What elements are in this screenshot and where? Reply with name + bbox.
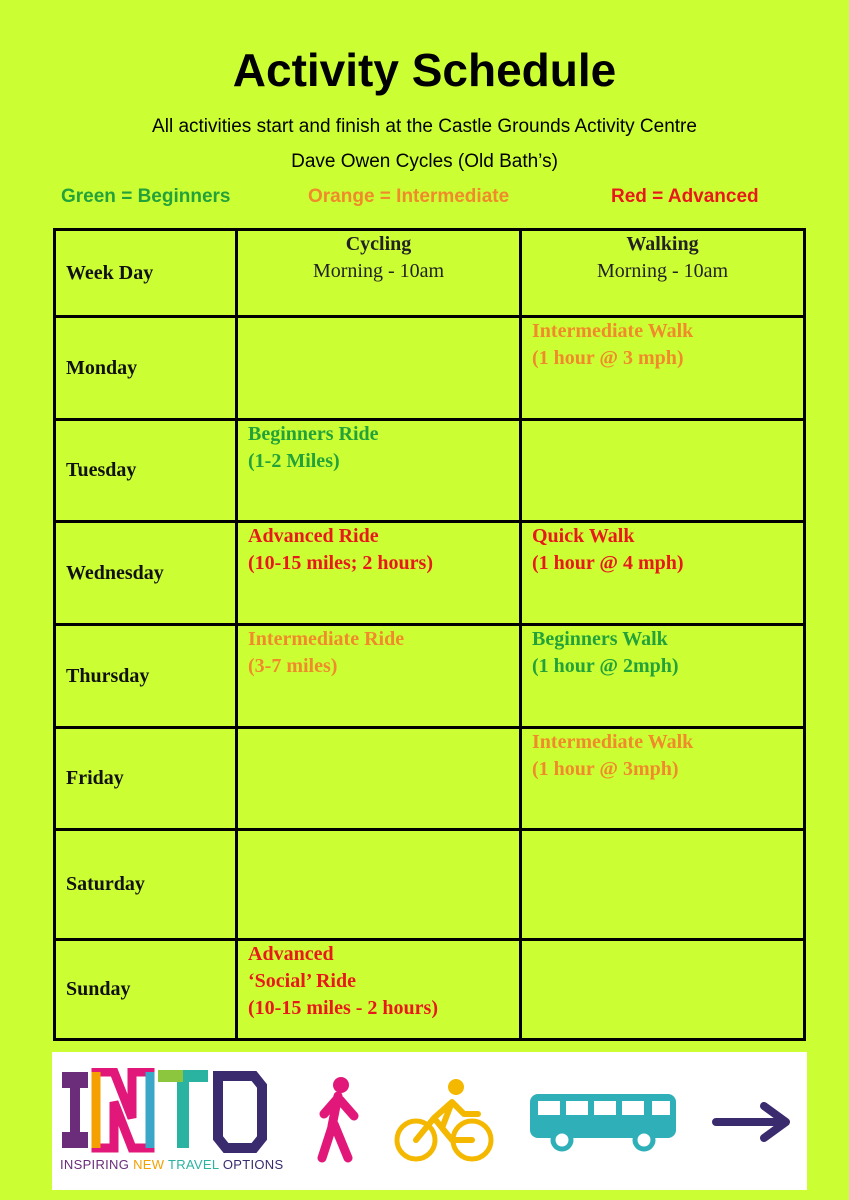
table-header-row xyxy=(55,230,805,317)
walking-person-icon xyxy=(314,1076,364,1164)
walking-activity: Intermediate Walk (1 hour @ 3 mph) xyxy=(532,320,694,369)
subtitle-location: All activities start and finish at the Castle Grounds Activity Centre xyxy=(152,116,697,137)
day-cell: Saturday xyxy=(55,830,237,940)
header-weekday: Week Day xyxy=(55,230,237,317)
tagline-part: TRAVEL xyxy=(167,1157,223,1172)
legend-advanced: Red = Advanced xyxy=(611,186,759,207)
day-cell: Wednesday xyxy=(55,522,237,625)
tagline xyxy=(60,1157,283,1172)
bus-icon xyxy=(528,1090,678,1154)
subtitle-venue: Dave Owen Cycles (Old Bath’s) xyxy=(291,151,558,172)
day-cell: Thursday xyxy=(55,625,237,728)
tagline-part: NEW xyxy=(133,1157,168,1172)
walking-cell xyxy=(521,728,805,830)
cycling-cell xyxy=(237,830,521,940)
walking-activity: Quick Walk (1 hour @ 4 mph) xyxy=(532,525,684,574)
cycling-activity: Advanced Ride (10-15 miles; 2 hours) xyxy=(248,525,433,574)
header-cycling-time: Morning - 10am xyxy=(312,260,445,282)
cycling-cell xyxy=(237,728,521,830)
walking-cell xyxy=(521,940,805,1040)
day-cell: Sunday xyxy=(55,940,237,1040)
header-cycling-title: Cycling xyxy=(345,233,412,255)
cycling-cell xyxy=(237,317,521,420)
day-cell: Tuesday xyxy=(55,420,237,522)
table-row xyxy=(55,830,805,940)
arrow-right-icon xyxy=(712,1102,794,1142)
walking-cell xyxy=(521,830,805,940)
into-logo-icon xyxy=(58,1068,268,1154)
walking-activity: Beginners Walk (1 hour @ 2mph) xyxy=(532,628,679,677)
cycling-cell xyxy=(237,940,521,1040)
walking-activity: Intermediate Walk (1 hour @ 3mph) xyxy=(532,731,694,780)
table-row xyxy=(55,625,805,728)
tagline-part: INSPIRING xyxy=(60,1157,134,1172)
table-row xyxy=(55,317,805,420)
legend-intermediate: Orange = Intermediate xyxy=(308,186,510,207)
cycling-activity: Intermediate Ride (3-7 miles) xyxy=(248,628,405,677)
cyclist-icon xyxy=(394,1078,494,1164)
tagline-part: OPTIONS xyxy=(222,1157,284,1172)
walking-cell xyxy=(521,522,805,625)
day-cell: Monday xyxy=(55,317,237,420)
walking-cell xyxy=(521,420,805,522)
table-row xyxy=(55,522,805,625)
table-row xyxy=(55,728,805,830)
walking-cell xyxy=(521,625,805,728)
cycling-cell xyxy=(237,625,521,728)
header-walking-time: Morning - 10am xyxy=(596,260,729,282)
cycling-cell xyxy=(237,420,521,522)
legend-beginners: Green = Beginners xyxy=(61,186,231,207)
day-cell: Friday xyxy=(55,728,237,830)
cycling-activity: Beginners Ride (1-2 Miles) xyxy=(248,423,379,472)
page-title: Activity Schedule xyxy=(232,44,617,96)
table-row xyxy=(55,420,805,522)
footer-banner xyxy=(52,1052,807,1190)
table-row xyxy=(55,940,805,1040)
cycling-cell xyxy=(237,522,521,625)
header-walking-title: Walking xyxy=(626,233,699,255)
schedule-table xyxy=(53,228,806,1041)
header-walking xyxy=(521,230,805,317)
walking-cell xyxy=(521,317,805,420)
header-cycling xyxy=(237,230,521,317)
cycling-activity: Advanced ‘Social’ Ride (10-15 miles - 2 hours) xyxy=(248,943,438,1019)
